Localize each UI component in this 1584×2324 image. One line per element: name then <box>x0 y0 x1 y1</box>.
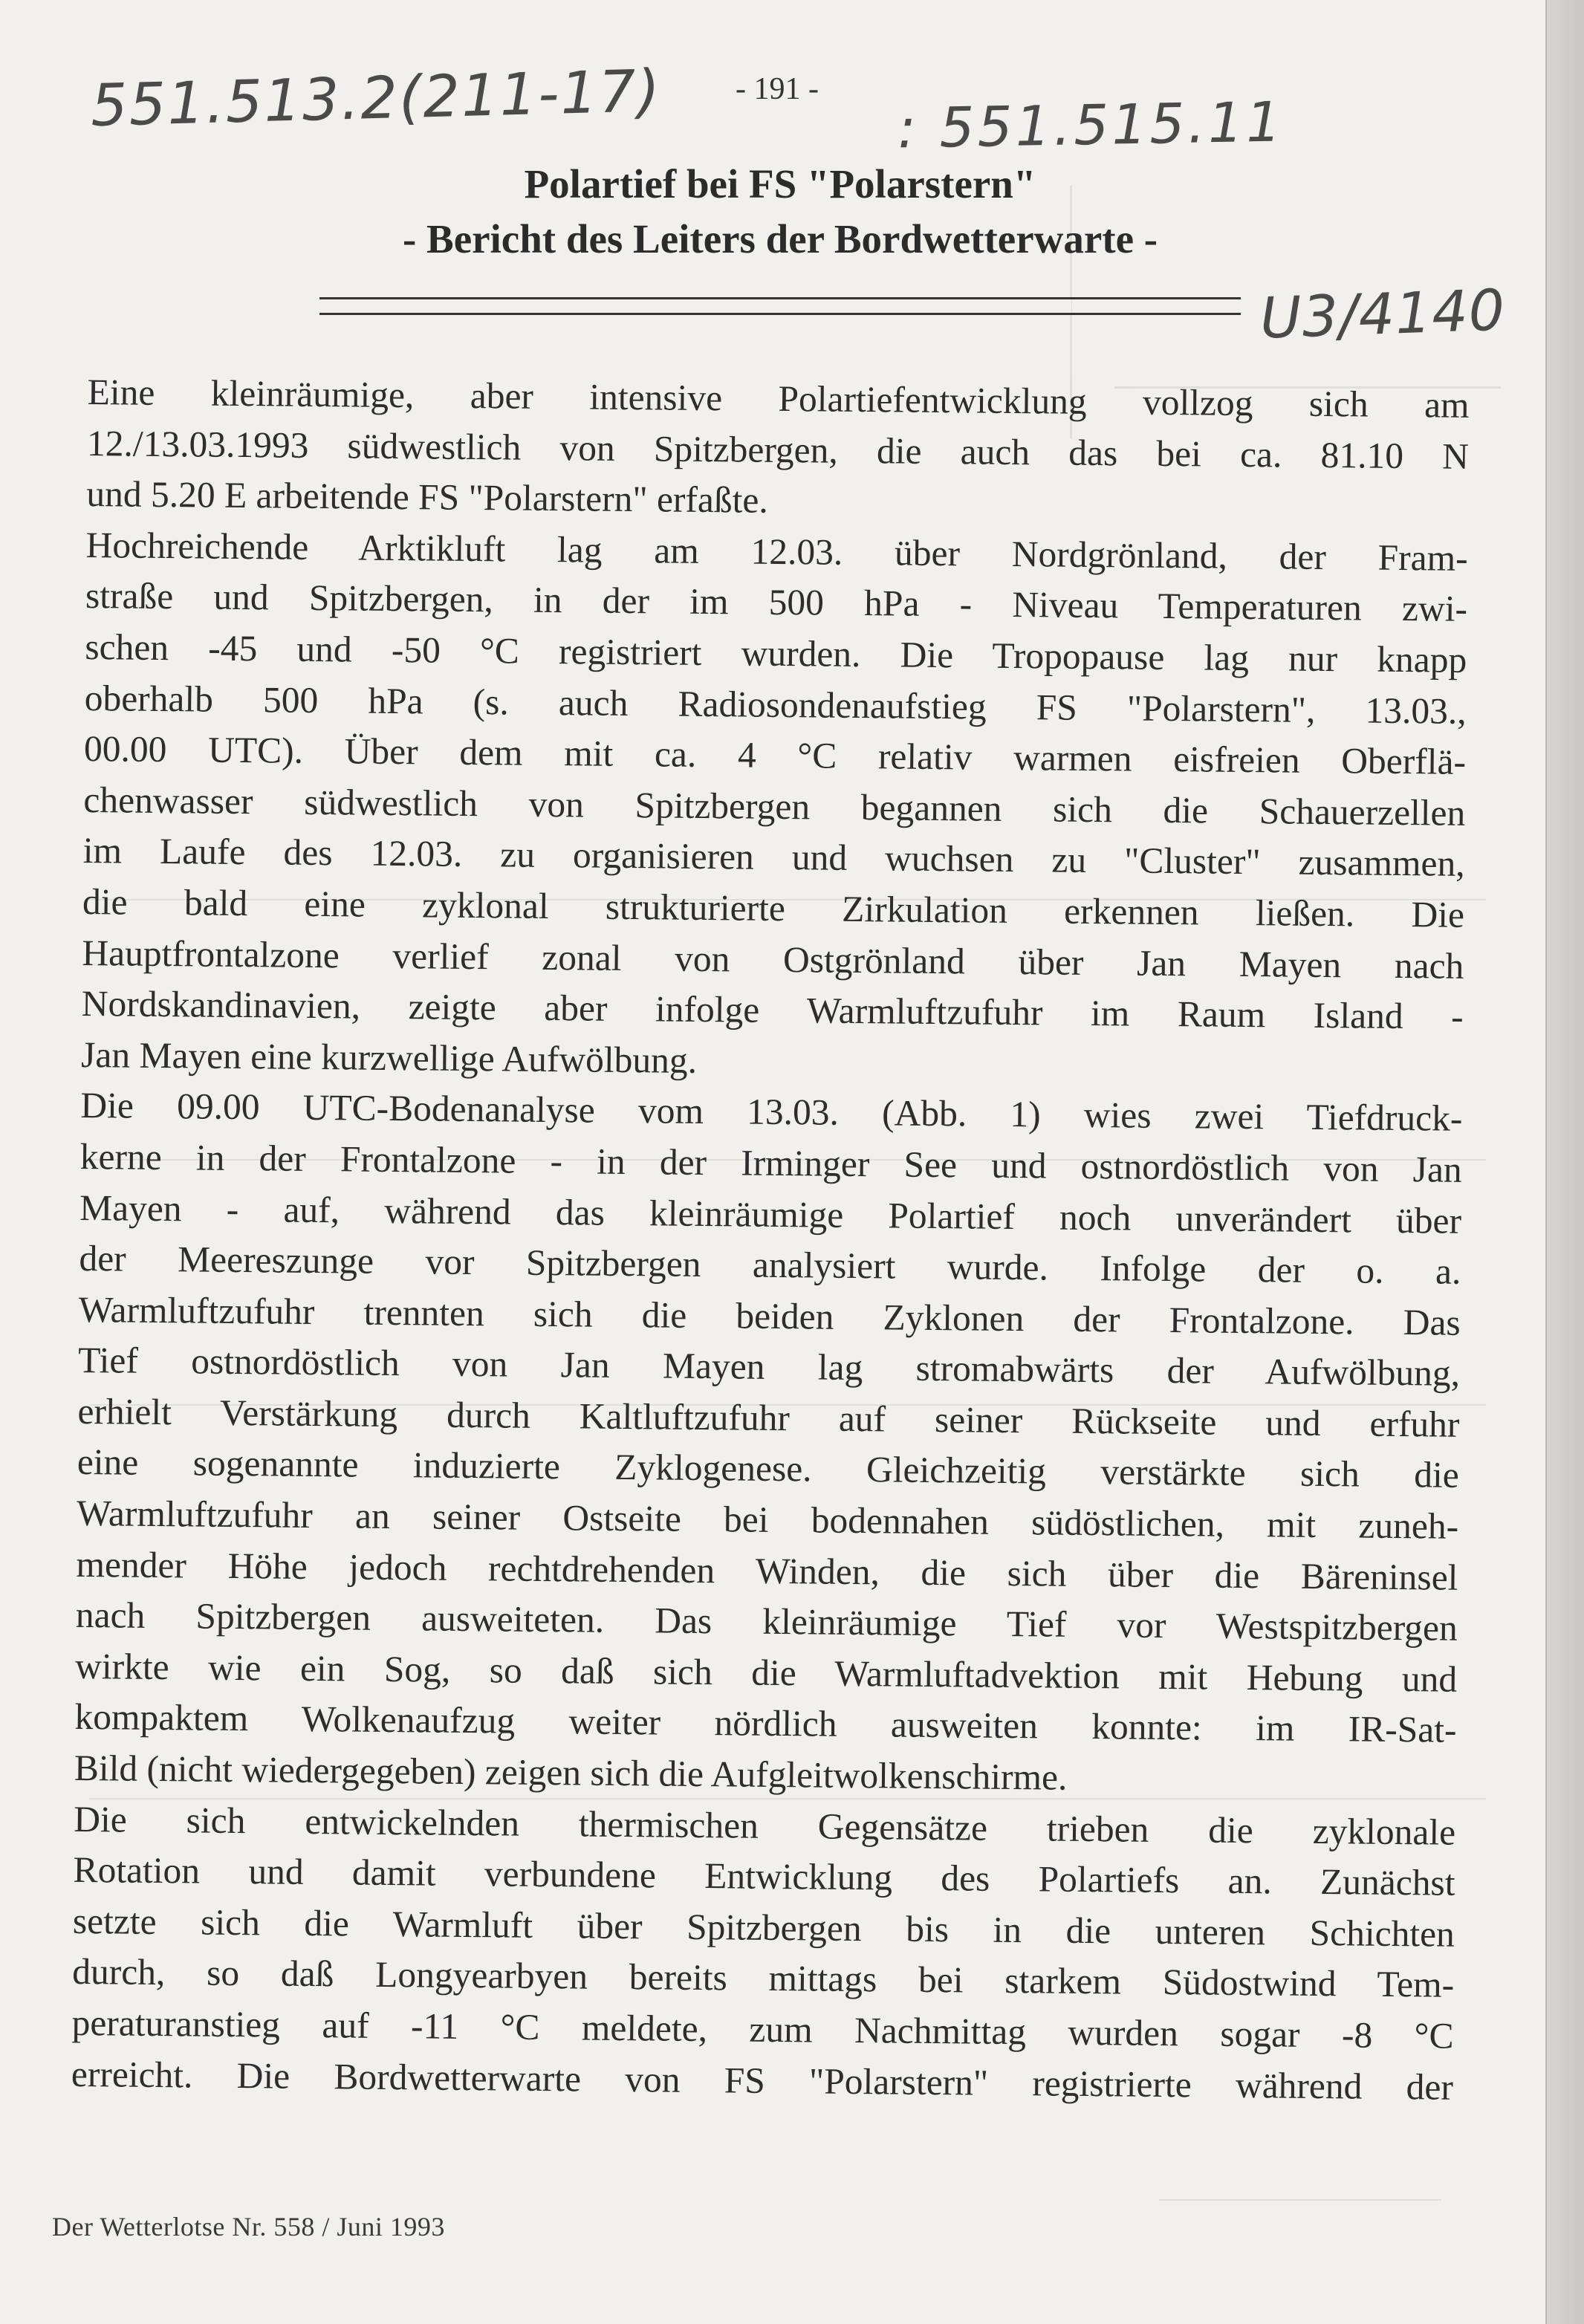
body-line: die bald eine zyklonal strukturierte Zirkulation erkennen ließen. Die <box>82 880 1465 935</box>
body-line: und 5.20 E arbeitende FS "Polarstern" erfaßte. <box>86 473 769 521</box>
body-line: 12./13.03.1993 südwestlich von Spitzbergen, die auch das bei ca. 81.10 N <box>86 422 1470 477</box>
handwritten-classification-right: : 551.515.11 <box>897 90 1285 161</box>
body-line: eine sogenannte induzierte Zyklogenese. Gleichzeitig verstärkte sich die <box>77 1441 1460 1496</box>
body-line: Die 09.00 UTC-Bodenanalyse vom 13.03. (Abb. 1) wies zwei Tiefdruck- <box>80 1085 1463 1140</box>
body-line: Jan Mayen eine kurzwellige Aufwölbung. <box>80 1033 698 1081</box>
body-line: peraturanstieg auf -11 °C meldete, zum Nachmittag wurden sogar -8 °C <box>71 2002 1454 2057</box>
article-body <box>71 367 1470 2113</box>
body-line: Tief ostnordöstlich von Jan Mayen lag stromabwärts der Aufwölbung, <box>77 1340 1461 1395</box>
body-line: Nordskandinavien, zeigte aber infolge Warmluftzufuhr im Raum Island - <box>81 983 1464 1037</box>
body-line: oberhalb 500 hPa (s. auch Radiosondenaufstieg FS "Polarstern", 13.03., <box>84 677 1467 732</box>
body-line: Rotation und damit verbundene Entwicklung des Polartiefs an. Zunächst <box>73 1849 1455 1903</box>
footer-publication: Der Wetterlotse Nr. 558 / Juni 1993 <box>52 2212 445 2242</box>
body-line: setzte sich die Warmluft über Spitzbergen bis in die unteren Schichten <box>72 1900 1455 1955</box>
body-line: straße und Spitzbergen, in der im 500 hPa - Niveau Temperaturen zwi- <box>85 575 1468 630</box>
body-line: Mayen - auf, während das kleinräumige Polartief noch unverändert über <box>79 1187 1462 1241</box>
body-line: Hauptfrontalzone verlief zonal von Ostgrönland über Jan Mayen nach <box>82 932 1464 987</box>
body-line: im Laufe des 12.03. zu organisieren und wuchsen zu "Cluster" zusammen, <box>82 830 1465 885</box>
body-line: chenwasser südwestlich von Spitzbergen begannen sich die Schauerzellen <box>83 779 1466 834</box>
body-line: Eine kleinräumige, aber intensive Polartiefentwicklung vollzog sich am <box>87 371 1470 426</box>
body-line: nach Spitzbergen ausweiteten. Das kleinräumige Tief vor Westspitzbergen <box>75 1594 1458 1649</box>
body-line: Die sich entwickelnden thermischen Gegensätze trieben die zyklonale <box>73 1798 1456 1853</box>
body-line: der Meereszunge vor Spitzbergen analysiert wurde. Infolge der o. a. <box>79 1238 1461 1292</box>
body-line: Warmluftzufuhr trennten sich die beiden Zyklonen der Frontalzone. Das <box>78 1288 1461 1343</box>
body-line: Hochreichende Arktikluft lag am 12.03. über Nordgrönland, der Fram- <box>85 524 1468 579</box>
page-edge-shadow <box>1545 0 1584 2324</box>
body-line: durch, so daß Longyearbyen bereits mittags bei starkem Südostwind Tem- <box>72 1951 1455 2006</box>
body-line: Warmluftzufuhr an seiner Ostseite bei bodennahen südöstlichen, mit zuneh- <box>76 1492 1459 1547</box>
body-line: wirkte wie ein Sog, so daß sich die Warmluftadvektion mit Hebung und <box>74 1645 1458 1700</box>
body-line: kerne in der Frontalzone - in der Irminger See und ostnordöstlich von Jan <box>79 1135 1462 1190</box>
body-line: 00.00 UTC). Über dem mit ca. 4 °C relativ warmen eisfreien Oberflä- <box>83 728 1467 782</box>
body-line: erhielt Verstärkung durch Kaltluftzufuhr auf seiner Rückseite und erfuhr <box>77 1390 1460 1445</box>
page-number: - 191 - <box>736 72 819 106</box>
body-line: Bild (nicht wiedergegeben) zeigen sich die Aufgleitwolkenschirme. <box>74 1747 1068 1798</box>
body-line: erreicht. Die Bordwetterwarte von FS "Polarstern" registrierte während der <box>71 2053 1454 2108</box>
body-line: mender Höhe jedoch rechtdrehenden Winden, die sich über die Bäreninsel <box>76 1543 1458 1598</box>
handwritten-classification-left: 551.513.2(211-17) <box>89 57 663 140</box>
body-line: kompaktem Wolkenaufzug weiter nördlich ausweiten konnte: im IR-Sat- <box>74 1696 1457 1751</box>
handwritten-archive-code: U3/4140 <box>1259 276 1507 351</box>
title-underline-rule <box>319 297 1241 315</box>
article-subtitle: - Bericht des Leiters der Bordwetterwarte - <box>402 216 1158 262</box>
article-title: Polartief bei FS "Polarstern" <box>524 161 1036 207</box>
body-line: schen -45 und -50 °C registriert wurden. Die Tropopause lag nur knapp <box>85 626 1467 681</box>
